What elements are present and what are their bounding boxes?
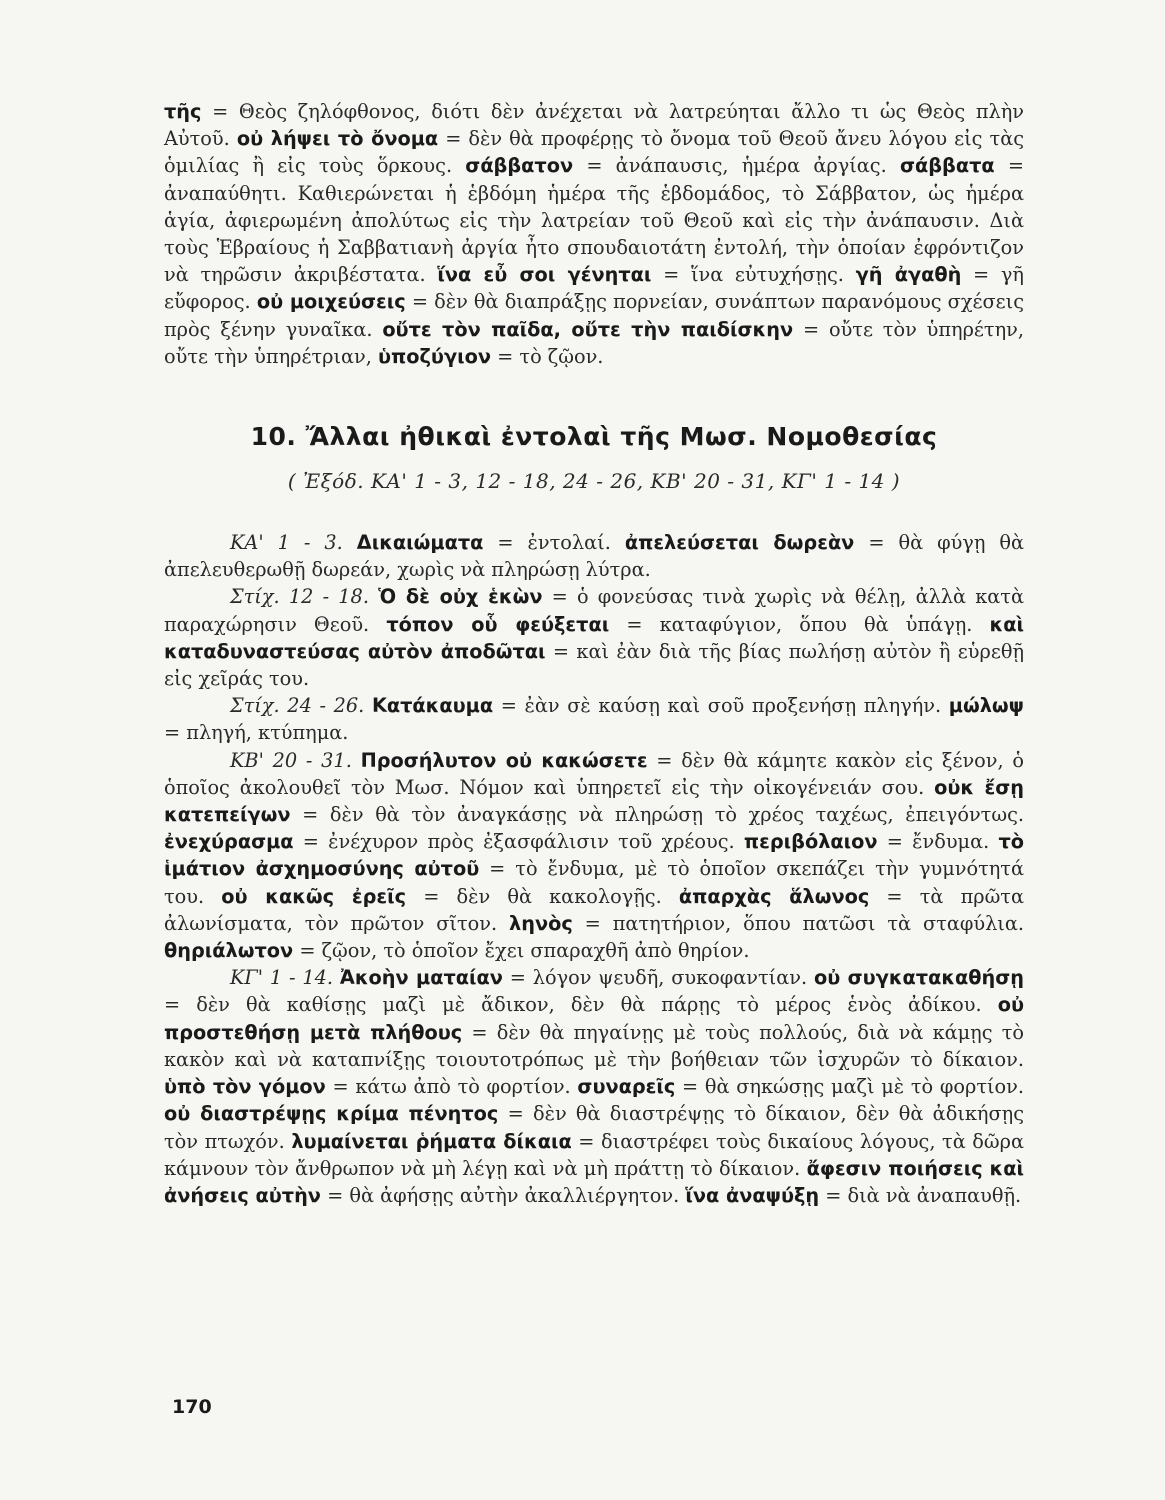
verse-reference: ΚΓ' 1 - 14. [230, 966, 334, 990]
term: τὸ ἱμάτιον ἀσχημοσύνης αὐτοῦ [164, 830, 1024, 881]
text-run: = δὲν θὰ προφέρῃς τὸ ὄνομα τοῦ Θεοῦ ἄνευ λόγου εἰς τὰς ὁμιλίας ἢ εἰς τοὺς ὅρκους. [164, 127, 1025, 178]
text-run: = ὁ φονεύσας τινὰ χωρὶς νὰ θέλῃ, ἀλλὰ κατὰ παραχώρησιν Θεοῦ. [164, 585, 1024, 636]
text-run: = δὲν θὰ διαπράξῃς πορνείαν, συνάπτων παρανόμους σχέσεις πρὸς ξένην γυναῖκα. [164, 290, 1024, 341]
term: σάββατα [899, 154, 995, 178]
term: ὑποζύγιον [378, 344, 491, 368]
term: οὐ λήψει τὸ ὄνομα [236, 127, 439, 151]
text-run: = οὔτε τὸν ὑπηρέτην, οὔτε τὴν ὑπηρέτριαν, [164, 317, 1024, 368]
term: ἐνεχύρασμα [164, 830, 294, 854]
term: μώλωψ [948, 694, 1024, 718]
text-run: = ἐντολαί. [483, 531, 625, 555]
term: καὶ καταδυναστεύσας αὐτὸν ἀποδῶται [164, 612, 1024, 663]
term: οὐ συγκατακαθήσῃ [813, 966, 1024, 990]
verse-reference: Στίχ. 24 - 26. [230, 694, 365, 718]
term: ἀπελεύσεται δωρεὰν [624, 531, 855, 555]
text-run: = δὲν θὰ κακολογῇς. [406, 884, 679, 908]
verse-reference: ΚΒ' 20 - 31. [230, 748, 352, 772]
text-run: = ἔνδυμα. [877, 830, 999, 854]
text-run: = καταφύγιον, ὅπου θὰ ὑπάγῃ. [609, 612, 990, 636]
term: οὔτε τὸν παῖδα, οὔτε τὴν παιδίσκην [382, 317, 794, 341]
term: οὐ κακῶς ἐρεῖς [221, 884, 407, 908]
text-run: = λόγον ψευδῆ, συκοφαντίαν. [502, 966, 814, 990]
text-run: = Θεὸς ζηλόφθονος, διότι δὲν ἀνέχεται νὰ λατρεύηται ἄλλο τι ὡς Θεὸς πλὴν Αὐτοῦ. [164, 100, 1024, 151]
text-run: = θὰ ἀφήσῃς αὐτὴν ἀκαλλιέργητον. [320, 1183, 686, 1207]
paragraph-stich-24-26 [164, 692, 1024, 746]
term: Ἀκοὴν ματαίαν [339, 966, 503, 990]
term: ἵνα εὖ σοι γένηται [437, 263, 652, 287]
text-run: = καὶ ἐὰν διὰ τῆς βίας πωλήσῃ αὐτὸν ἢ εὑρεθῇ εἰς χεῖράς του. [164, 639, 1024, 691]
term: οὐ μοιχεύσεις [256, 290, 406, 314]
page-number: 170 [172, 1396, 212, 1418]
text-run: = δὲν θὰ πηγαίνῃς μὲ τοὺς πολλούς, διὰ νὰ κάμῃς τὸ κακὸν καὶ νὰ καταπνίξῃς τοιουτοτρόπως μὲ τὴν βοήθειαν τῶν ἰσχυρῶν τὸ δίκαιον. [164, 1020, 1024, 1071]
text-run: = τὸ ἔνδυμα, μὲ τὸ ὁποῖον σκεπάζει τὴν γυμνότητά του. [164, 857, 1024, 908]
paragraph-kg-1-14 [164, 964, 1024, 1209]
text-run: = διὰ νὰ ἀναπαυθῇ. [819, 1183, 1022, 1207]
paragraph-ka-1-3 [164, 529, 1024, 583]
text-run: = διαστρέφει τοὺς δικαίους λόγους, τὰ δῶρα κάμνουν τὸν ἄνθρωπον νὰ μὴ λέγῃ καὶ νὰ μὴ πράττῃ τὸ δίκαιον. [164, 1129, 1024, 1180]
text-run: = δὲν θὰ τὸν ἀναγκάσῃς νὰ πληρώσῃ τὸ χρέος ταχέως, ἐπειγόντως. [290, 803, 1024, 827]
paragraph-kb-20-31 [164, 747, 1024, 965]
term: ὑπὸ τὸν γόμον [164, 1075, 326, 1099]
text-run [333, 966, 340, 989]
page-body [164, 98, 1024, 1209]
term: περιβόλαιον [743, 830, 878, 854]
text-run: = ἀναπαύθητι. Καθιερώνεται ἡ ἑβδόμη ἡμέρα τῆς ἑβδομάδος, τὸ Σάββατον, ὡς ἡμέρα ἁγία, ἀφιερωμένη ἀπολύτως εἰς τὴν λατρείαν τοῦ Θεοῦ καὶ εἰς τὴν ἀνάπαυσιν. Διὰ τοὺς Ἑβραίους ἡ Σαββατιανὴ ἀργία ἦτο σπουδαιοτάτη ἐντολή, τὴν ὁποίαν ἐφρόντιζον νὰ τηρῶσιν ἀκριβέστατα. [164, 154, 1024, 287]
term: λυμαίνεται ῥήματα δίκαια [291, 1129, 572, 1153]
text-run: = ἵνα εὐτυχήσῃς. [651, 263, 856, 287]
term: ἵνα ἀναψύξῃ [685, 1183, 820, 1207]
term: θηριάλωτον [164, 939, 294, 963]
term: Προσήλυτον οὐ κακώσετε [360, 748, 648, 772]
term: οὐ προστεθήσῃ μετὰ πλήθους [164, 993, 1024, 1044]
section-reference: ( Ἐξόδ. ΚΑ' 1 - 3, 12 - 18, 24 - 26, ΚΒ' 20 - 31, ΚΓ' 1 - 14 ) [287, 469, 901, 494]
text-run: = θὰ φύγῃ θὰ ἀπελευθερωθῇ δωρεάν, χωρὶς νὰ πληρώσῃ λύτρα. [164, 531, 1024, 582]
text-run: = ἐνέχυρον πρὸς ἐξασφάλισιν τοῦ χρέους. [293, 830, 744, 854]
text-run: = ζῷον, τὸ ὁποῖον ἔχει σπαραχθῆ ἀπὸ θηρίον. [293, 939, 750, 963]
term: Ὁ δὲ οὐχ ἑκὼν [378, 585, 543, 609]
term: οὐκ ἔσῃ κατεπείγων [164, 775, 1024, 827]
section-heading: 10. Ἄλλαι ἠθικαὶ ἐντολαὶ τῆς Μωσ. Νομοθεσίας [250, 422, 938, 452]
term: ἀπαρχὰς ἅλωνος [678, 884, 870, 908]
verse-reference: Στίχ. 12 - 18. [230, 585, 369, 609]
paragraph-continued [164, 98, 1024, 370]
text-run [352, 749, 361, 772]
text-run: = θὰ σηκώσῃς μαζὶ μὲ τὸ φορτίον. [675, 1075, 1024, 1099]
text-run: = τὰ πρῶτα ἀλωνίσματα, τὸν πρῶτον σῖτον. [164, 884, 1024, 935]
text-run [369, 585, 378, 608]
term: σάββατον [465, 154, 574, 178]
term: συναρεῖς [577, 1075, 676, 1099]
text-run: = ἀνάπαυσις, ἡμέρα ἀργίας. [573, 154, 900, 178]
text-run: = δὲν θὰ διαστρέψῃς τὸ δίκαιον, δὲν θὰ ἀδικήσῃς τὸν πτωχόν. [164, 1102, 1024, 1153]
text-run [343, 531, 357, 554]
text-run [364, 694, 372, 717]
text-run: = γῆ εὔφορος. [164, 263, 1024, 314]
text-run: = κάτω ἀπὸ τὸ φορτίον. [325, 1075, 578, 1099]
term: τῆς [164, 100, 202, 123]
text-run: = ἐὰν σὲ καύσῃ καὶ σοῦ προξενήσῃ πληγήν. [493, 694, 949, 718]
text-run: = τὸ ζῷον. [490, 344, 604, 368]
text-run: = πληγή, κτύπημα. [164, 721, 349, 745]
verse-reference: ΚΑ' 1 - 3. [230, 531, 343, 555]
text-run: = πατητήριον, ὅπου πατῶσι τὰ σταφύλια. [572, 911, 1024, 935]
paragraph-stich-12-18 [164, 583, 1024, 692]
term: ληνὸς [509, 911, 573, 935]
term: γῆ ἀγαθὴ [855, 263, 962, 287]
text-run: = δὲν θὰ κάμητε κακὸν εἰς ξένον, ὁ ὁποῖος ἀκολουθεῖ τὸν Μωσ. Νόμον καὶ ὑπηρετεῖ εἰς τὴν οἰκογένειάν σου. [164, 748, 1024, 799]
term: Κατάκαυμα [371, 694, 494, 718]
term: οὐ διαστρέψῃς κρίμα πένητος [164, 1102, 499, 1126]
text-run: = δὲν θὰ καθίσῃς μαζὶ μὲ ἄδικον, δὲν θὰ πάρῃς τὸ μέρος ἑνὸς ἀδίκου. [164, 993, 998, 1017]
term: Δικαιώματα [356, 531, 484, 555]
term: ἄφεσιν ποιήσεις καὶ ἀνήσεις αὐτὴν [164, 1156, 1024, 1207]
term: τόπον οὗ φεύξεται [386, 612, 610, 636]
